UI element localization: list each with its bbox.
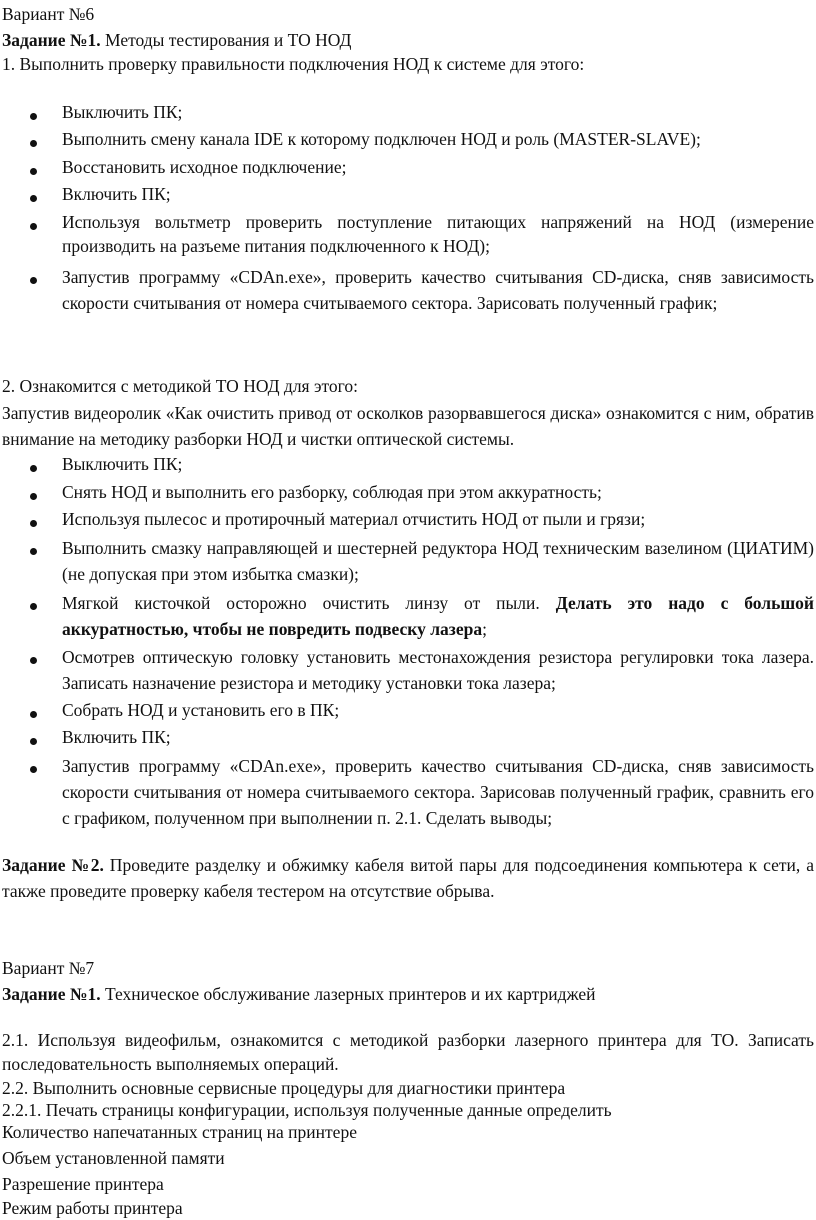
v6-p2-item-9: Запустив программу «CDAn.exe», проверить качество считывания CD-диска, сняв зависимость скорости считывания от номера считываемого сектора. Зарисовав полученный график, сравнить его с графиком, полученном при выполнении п. 2.1. Сделать выводы; (62, 756, 814, 828)
v6-p2-item-3: Используя пылесос и протирочный материал отчистить НОД от пыли и грязи; (62, 509, 646, 529)
bullet-icon (30, 195, 37, 202)
v6-task1-label: Задание №1. (2, 30, 101, 50)
bullet-icon (30, 766, 37, 773)
v6-p1-heading: 1. Выполнить проверку правильности подключения НОД к системе для этого: (2, 54, 585, 74)
v6-p1-item-1: Выключить ПК; (62, 102, 183, 122)
v6-p2-item-5 (62, 590, 814, 642)
v6-p2-item-2: Снять НОД и выполнить его разборку, соблюдая при этом аккуратность; (62, 482, 602, 502)
v6-p2-heading: 2. Ознакомится с методикой ТО НОД для этого: (2, 376, 359, 396)
v6-p2-item-5-end: ; (482, 619, 487, 639)
v6-p2-intro: Запустив видеоролик «Как очистить привод от осколков разорвавшегося диска» ознакомится с ним, обратив внимание на методику разборки НОД и чистки оптической системы. (2, 403, 814, 449)
v6-task2 (2, 852, 814, 904)
v6-p1-item-4: Включить ПК; (62, 184, 171, 204)
bullet-icon (30, 223, 37, 230)
bullet-icon (30, 493, 37, 500)
bullet-icon (30, 657, 37, 664)
v6-p2-item-1: Выключить ПК; (62, 454, 183, 474)
v7-task1-title: Техническое обслуживание лазерных принтеров и их картриджей (100, 984, 596, 1004)
v7-task1-heading (2, 982, 814, 1006)
v6-p2-item-4: Выполнить смазку направляющей и шестерней редуктора НОД техническим вазелином (ЦИАТИМ) (не допуская при этом избытка смазки); (62, 538, 814, 584)
v6-p2-item-7: Собрать НОД и установить его в ПК; (62, 700, 340, 720)
v7-line-2: Объем установленной памяти (2, 1148, 225, 1168)
bullet-icon (30, 711, 37, 718)
v6-p2-item-5-bold: Делать это надо с большой аккуратностью, чтобы не повредить подвеску лазера (62, 593, 814, 639)
v6-p1-item-5: Используя вольтметр проверить поступление питающих напряжений на НОД (измерение производить на разъеме питания подключенного к НОД); (62, 212, 814, 256)
bullet-icon (30, 520, 37, 527)
v7-line-1: Количество напечатанных страниц на принтере (2, 1122, 357, 1142)
variant-6-title: Вариант №6 (2, 4, 95, 24)
bullet-icon (30, 738, 37, 745)
v7-line-3: Разрешение принтера (2, 1174, 164, 1194)
v6-p2-item-6: Осмотрев оптическую головку установить местонахождения резистора регулировки тока лазера. Записать назначение резистора и методику установки тока лазера; (62, 647, 814, 693)
bullet-icon (30, 113, 37, 120)
v6-p1-item-3: Восстановить исходное подключение; (62, 157, 347, 177)
v6-p1-item-2: Выполнить смену канала IDE к которому подключен НОД и роль (MASTER-SLAVE); (62, 129, 701, 149)
v7-task1-label: Задание №1. (2, 984, 101, 1004)
v7-line-4: Режим работы принтера (2, 1198, 183, 1218)
variant-7-title: Вариант №7 (2, 958, 95, 978)
v6-task1-heading (2, 28, 814, 52)
bullet-icon (30, 277, 37, 284)
v6-task1-title: Методы тестирования и ТО НОД (100, 30, 352, 50)
bullet-icon (30, 168, 37, 175)
bullet-icon (30, 548, 37, 555)
v7-step-2-1: 2.1. Используя видеофильм, ознакомится с методикой разборки лазерного принтера для ТО. Записать последовательность выполняемых операций. (2, 1030, 814, 1074)
bullet-icon (30, 465, 37, 472)
v6-p2-item-5-text: Мягкой кисточкой осторожно очистить линзу от пыли. (62, 593, 556, 613)
v7-step-2-2: 2.2. Выполнить основные сервисные процедуры для диагностики принтера (2, 1078, 566, 1098)
v6-task2-label: Задание №2. (2, 855, 104, 875)
bullet-icon (30, 603, 37, 610)
v7-step-2-2-1: 2.2.1. Печать страницы конфигурации, используя полученные данные определить (2, 1100, 612, 1120)
bullet-icon (30, 140, 37, 147)
v6-task2-text: Проведите разделку и обжимку кабеля витой пары для подсоединения компьютера к сети, а также проведите проверку кабеля тестером на отсутствие обрыва. (2, 855, 814, 901)
v6-p2-item-8: Включить ПК; (62, 727, 171, 747)
v6-p1-item-6: Запустив программу «CDAn.exe», проверить качество считывания CD-диска, сняв зависимость скорости считывания от номера считываемого сектора. Зарисовать полученный график; (62, 267, 814, 313)
